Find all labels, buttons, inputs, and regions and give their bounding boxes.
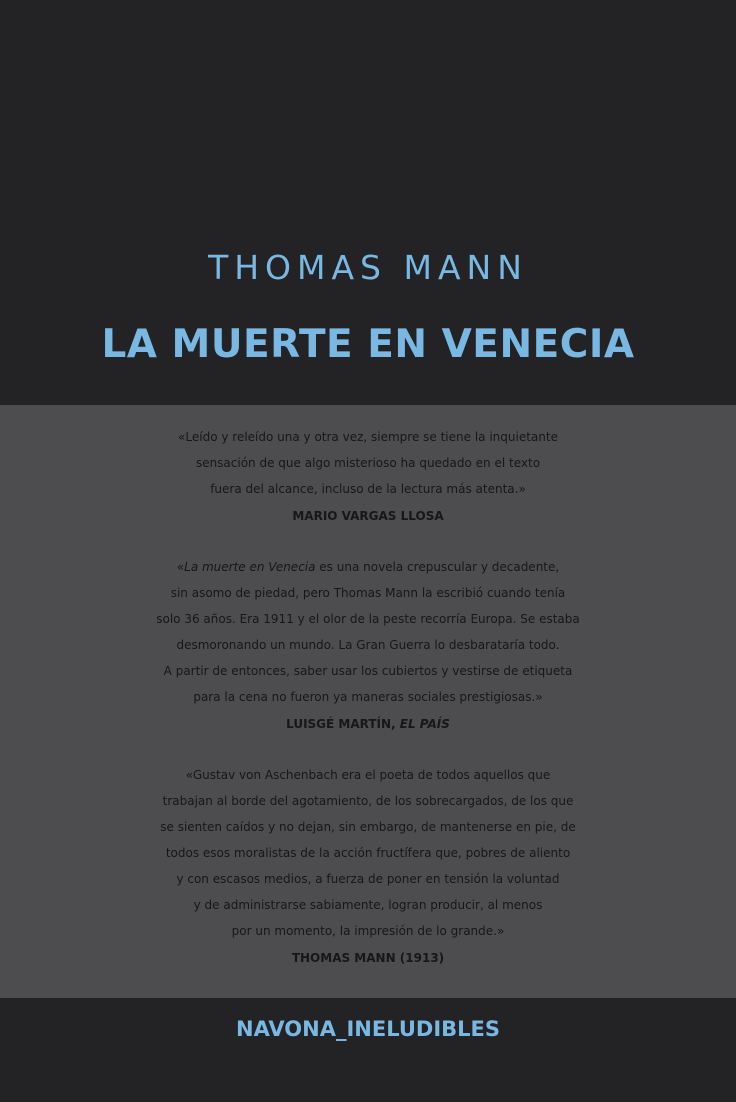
quote-line: «Leído y releído una y otra vez, siempre se tiene la inquietante bbox=[178, 430, 558, 444]
collection-name: NAVONA_INELUDIBLES bbox=[236, 1017, 500, 1041]
quote-line: para la cena no fueron ya maneras sociales prestigiosas.» bbox=[193, 690, 543, 704]
quote-vargas-llosa bbox=[0, 424, 736, 529]
quote-line bbox=[0, 554, 736, 580]
quote-line: desmoronando un mundo. La Gran Guerra lo desbarataría todo. bbox=[176, 638, 560, 652]
quoted-book-title: La muerte en Venecia bbox=[184, 560, 316, 574]
book-title: LA MUERTE EN VENECIA bbox=[101, 322, 635, 367]
quote-line: fuera del alcance, incluso de la lectura más atenta.» bbox=[210, 482, 526, 496]
attribution-source: EL PAÍS bbox=[399, 717, 450, 731]
quote-line: sin asomo de piedad, pero Thomas Mann la escribió cuando tenía bbox=[170, 586, 566, 600]
quote-line: trabajan al borde del agotamiento, de los sobrecargados, de los que bbox=[162, 794, 574, 808]
quote-line: y de administrarse sabiamente, logran producir, al menos bbox=[193, 898, 543, 912]
author-name: THOMAS MANN bbox=[208, 248, 528, 287]
quote-line: se sienten caídos y no dejan, sin embargo, de mantenerse en pie, de bbox=[160, 820, 576, 834]
quote-line: y con escasos medios, a fuerza de poner en tensión la voluntad bbox=[176, 872, 560, 886]
quote-attribution bbox=[0, 711, 736, 737]
quote-luisge-martin bbox=[0, 554, 736, 737]
quote-line: A partir de entonces, saber usar los cubiertos y vestirse de etiqueta bbox=[163, 664, 573, 678]
quote-line: por un momento, la impresión de lo grande.» bbox=[231, 924, 505, 938]
quote-line: todos esos moralistas de la acción fructífera que, pobres de aliento bbox=[165, 846, 571, 860]
quote-open-mark: « bbox=[176, 560, 185, 574]
attribution-name: LUISGÉ MARTÍN, bbox=[286, 717, 400, 731]
quote-attribution: THOMAS MANN (1913) bbox=[291, 951, 445, 965]
quote-thomas-mann bbox=[0, 762, 736, 971]
quote-line: sensación de que algo misterioso ha quedado en el texto bbox=[195, 456, 541, 470]
quote-line: solo 36 años. Era 1911 y el olor de la peste recorría Europa. Se estaba bbox=[156, 612, 580, 626]
quote-attribution: MARIO VARGAS LLOSA bbox=[292, 509, 444, 523]
quote-line-rest: es una novela crepuscular y decadente, bbox=[315, 560, 560, 574]
quote-line: «Gustav von Aschenbach era el poeta de todos aquellos que bbox=[185, 768, 551, 782]
